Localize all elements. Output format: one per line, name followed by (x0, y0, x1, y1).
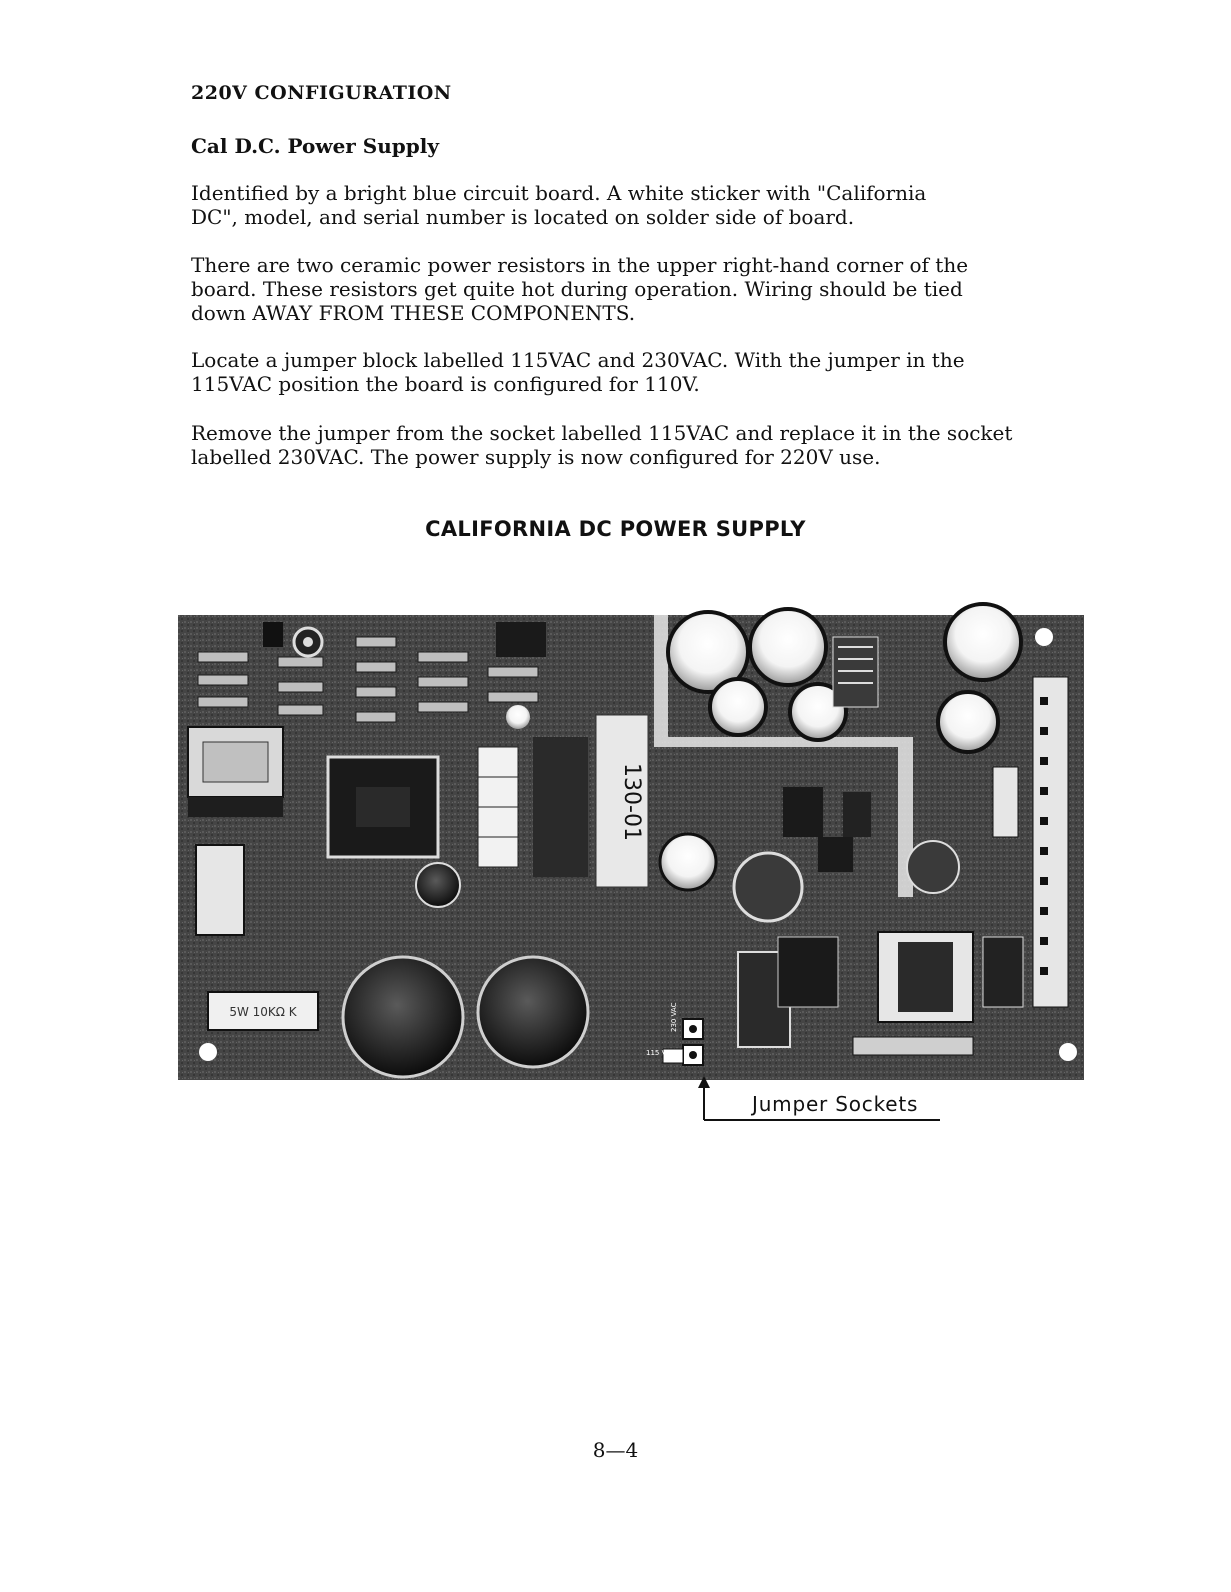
paragraph-identification (191, 181, 926, 229)
jumper-sockets-callout: Jumper Sockets (752, 1092, 919, 1116)
mounting-hole (1035, 628, 1053, 646)
power-supply-board-photo (178, 597, 1084, 1080)
electrolytic-capacitor (750, 609, 826, 685)
mounting-hole (199, 1043, 217, 1061)
board-sticker: 130-01 (619, 763, 644, 841)
paragraph-line: Identified by a bright blue circuit board. A white sticker with "California (191, 181, 927, 205)
figure-title: CALIFORNIA DC POWER SUPPLY (425, 517, 806, 541)
paragraph-line: DC", model, and serial number is located on solder side of board. (191, 205, 855, 229)
jumper-label-115: 115 VAC (646, 1049, 676, 1057)
page-number: 8—4 (592, 1438, 639, 1462)
electrolytic-capacitor (945, 604, 1021, 680)
paragraph-resistors (191, 253, 968, 325)
paragraph-line: Locate a jumper block labelled 115VAC and 230VAC. With the jumper in the (191, 348, 965, 372)
jumper-label-230: 230 VAC (670, 1002, 678, 1032)
sub-heading: Cal D.C. Power Supply (191, 134, 439, 158)
paragraph-line: down AWAY FROM THESE COMPONENTS. (191, 301, 636, 325)
paragraph-locate-jumper (191, 348, 965, 396)
filter-capacitor (343, 957, 463, 1077)
paragraph-line: 115VAC position the board is configured for 110V. (191, 372, 700, 396)
filter-capacitor (478, 957, 588, 1067)
paragraph-line: board. These resistors get quite hot during operation. Wiring should be tied (191, 277, 963, 301)
paragraph-line: There are two ceramic power resistors in the upper right-hand corner of the (191, 253, 969, 277)
paragraph-remove-jumper (191, 421, 1012, 469)
paragraph-line: labelled 230VAC. The power supply is now configured for 220V use. (191, 445, 881, 469)
resistor-label: 5W 10KΩ K (229, 1005, 297, 1019)
mounting-hole (1059, 1043, 1077, 1061)
section-heading: 220V CONFIGURATION (191, 82, 452, 104)
paragraph-line: Remove the jumper from the socket labelled 115VAC and replace it in the socket (191, 421, 1013, 445)
terminal-strip (1033, 677, 1068, 1007)
